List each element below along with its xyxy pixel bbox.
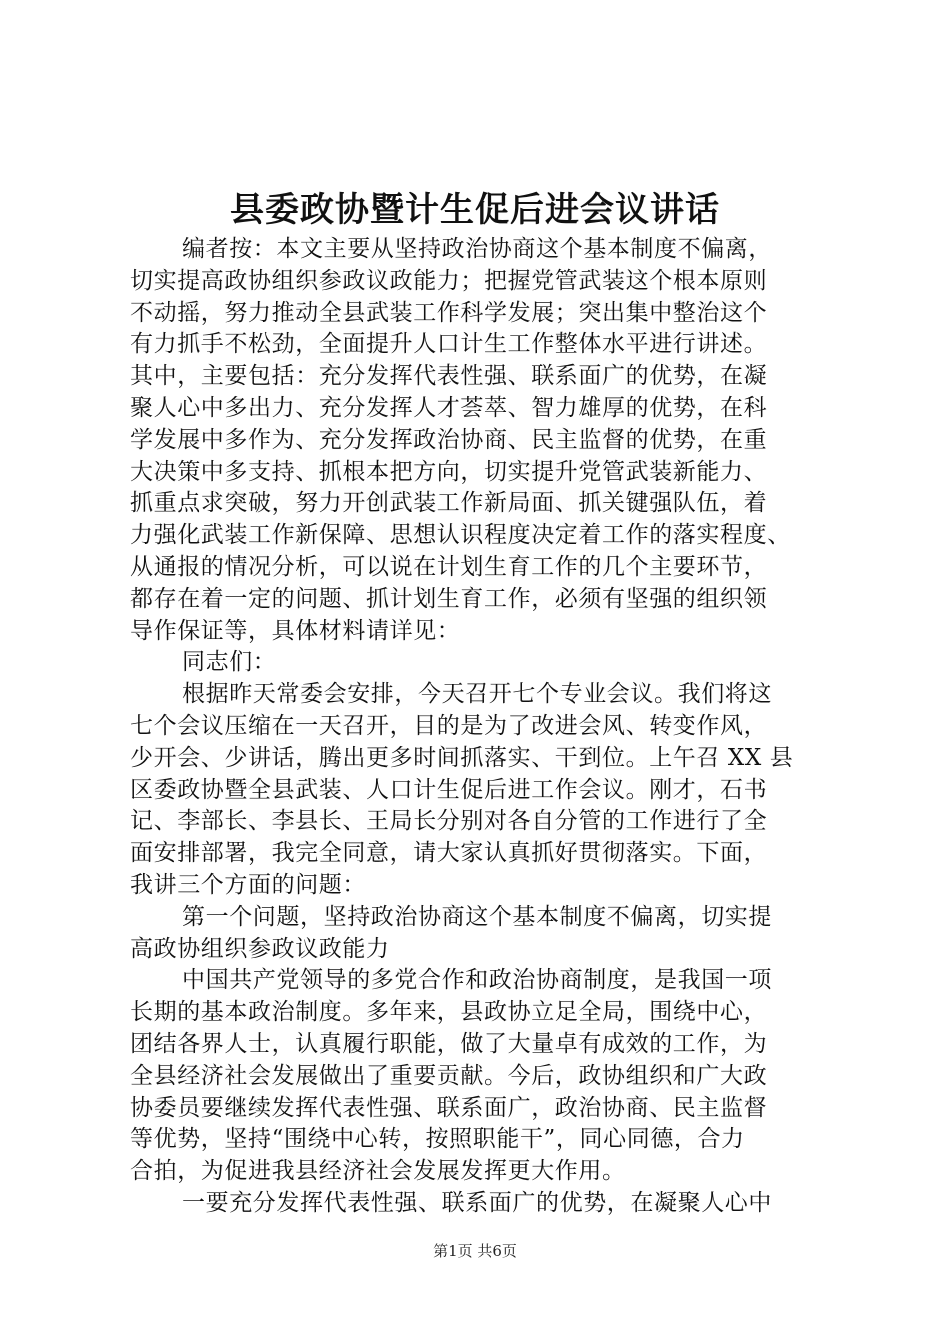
text-line: 合拍，为促进我县经济社会发展发挥更大作用。 bbox=[130, 1158, 626, 1185]
text-line: 团结各界人士，认真履行职能，做了大量卓有成效的工作，为 bbox=[130, 1030, 768, 1057]
section-heading: 第一个问题，坚持政治协商这个基本制度不偏离，切实提 bbox=[182, 903, 772, 930]
text-line: 抓重点求突破，努力开创武装工作新局面、抓关键强队伍，着 bbox=[130, 490, 768, 517]
text-line: 少开会、少讲话，腾出更多时间抓落实、干到位。上午召 XX 县 bbox=[130, 744, 794, 771]
text-line: 中国共产党领导的多党合作和政治协商制度，是我国一项 bbox=[182, 967, 772, 994]
text-line: 编者按：本文主要从坚持政治协商这个基本制度不偏离， bbox=[182, 236, 772, 262]
text-line: 力强化武装工作新保障、思想认识程度决定着工作的落实程度、 bbox=[130, 522, 791, 549]
text-line: 记、李部长、李县长、王局长分别对各自分管的工作进行了全 bbox=[130, 808, 768, 835]
text-line: 我讲三个方面的问题： bbox=[130, 871, 366, 898]
text-line: 不动摇，努力推动全县武装工作科学发展；突出集中整治这个 bbox=[130, 299, 768, 326]
text-line: 区委政协暨全县武装、人口计生促后进工作会议。刚才，石书 bbox=[130, 776, 768, 803]
text-line: 大决策中多支持、抓根本把方向，切实提升党管武装新能力、 bbox=[130, 458, 768, 485]
text-line: 从通报的情况分析，可以说在计划生育工作的几个主要环节， bbox=[130, 553, 768, 580]
text-line: 有力抓手不松劲，全面提升人口计生工作整体水平进行讲述。 bbox=[130, 331, 768, 358]
text-line: 全县经济社会发展做出了重要贡献。今后，政协组织和广大政 bbox=[130, 1062, 768, 1089]
text-line: 学发展中多作为、充分发挥政治协商、民主监督的优势，在重 bbox=[130, 426, 768, 453]
text-line: 面安排部署，我完全同意，请大家认真抓好贯彻落实。下面， bbox=[130, 840, 768, 867]
document-body bbox=[130, 234, 860, 1220]
text-line: 其中，主要包括：充分发挥代表性强、联系面广的优势，在凝 bbox=[130, 363, 768, 390]
section-heading: 高政协组织参政议政能力 bbox=[130, 935, 390, 962]
text-line: 聚人心中多出力、充分发挥人才荟萃、智力雄厚的优势，在科 bbox=[130, 394, 768, 421]
text-line: 都存在着一定的问题、抓计划生育工作，必须有坚强的组织领 bbox=[130, 585, 768, 612]
salutation: 同志们： bbox=[182, 649, 277, 676]
text-line: 导作保证等，具体材料请详见： bbox=[130, 617, 461, 644]
text-line: 一要充分发挥代表性强、联系面广的优势，在凝聚人心中 bbox=[182, 1189, 772, 1216]
text-line: 七个会议压缩在一天召开，目的是为了改进会风、转变作风， bbox=[130, 712, 768, 739]
page-footer: 第1页 共6页 bbox=[433, 1242, 517, 1260]
text-line: 协委员要继续发挥代表性强、联系面广，政治协商、民主监督 bbox=[130, 1094, 768, 1121]
document-title: 县委政协暨计生促后进会议讲话 bbox=[230, 190, 720, 230]
text-line: 长期的基本政治制度。多年来，县政协立足全局，围绕中心， bbox=[130, 999, 768, 1026]
text-line: 根据昨天常委会安排，今天召开七个专业会议。我们将这 bbox=[182, 681, 772, 708]
text-line: 切实提高政协组织参政议政能力；把握党管武装这个根本原则 bbox=[130, 267, 768, 294]
text-line: 等优势，坚持“围绕中心转，按照职能干”，同心同德，合力 bbox=[130, 1126, 745, 1153]
